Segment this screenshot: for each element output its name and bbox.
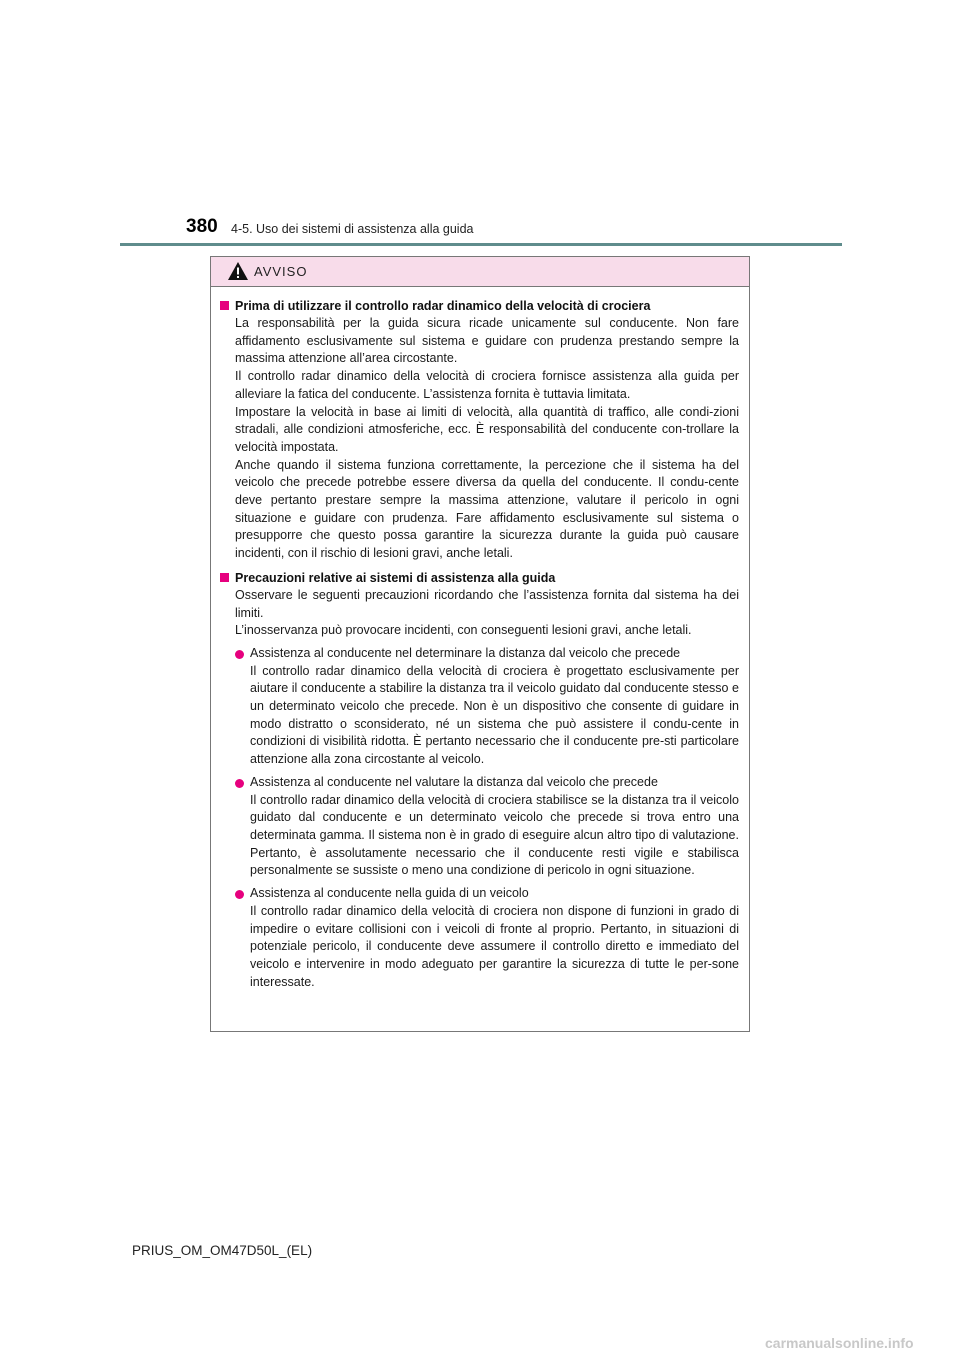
section-title: 4-5. Uso dei sistemi di assistenza alla guida (231, 222, 474, 236)
list-item (235, 885, 739, 991)
circle-bullet-icon (235, 779, 244, 788)
section-heading: Prima di utilizzare il controllo radar dinamico della velocità di crociera (235, 299, 651, 313)
square-bullet-icon (220, 301, 229, 310)
circle-bullet-icon (235, 650, 244, 659)
bullet-title: Assistenza al conducente nella guida di un veicolo (250, 886, 529, 901)
list-item (235, 645, 739, 769)
paragraph: Impostare la velocità in base ai limiti di velocità, alla quantità di traffico, alle condi-zioni stradali, alle condizioni atmosferiche, ecc. È responsabilità del conducente con-trollare la velocità impostata. (235, 404, 739, 454)
square-bullet-icon (220, 573, 229, 582)
section-precautions (219, 569, 741, 991)
circle-bullet-icon (235, 890, 244, 899)
warning-triangle-icon (227, 261, 249, 281)
bullet-text: Il controllo radar dinamico della velocità di crociera non dispone di funzioni in grado di impedire o evitare collisioni con i veicoli di fronte al proprio. Pertanto, in situazioni di potenziale pericolo, il conducente deve assumere il controllo diretto e immediato del veicolo e intervenire in modo adeguato per garantire la sicurezza di tutte le per-sone interessate. (250, 903, 739, 989)
paragraph: Osservare le seguenti precauzioni ricordando che l’assistenza fornita dal sistema ha dei limiti. (235, 587, 739, 620)
document-code: PRIUS_OM_OM47D50L_(EL) (132, 1243, 313, 1258)
paragraph: L’inosservanza può provocare incidenti, con conseguenti lesioni gravi, anche letali. (235, 623, 692, 638)
bullet-text: Il controllo radar dinamico della velocità di crociera stabilisce se la distanza tra il veicolo guidato dal conducente e un determinato veicolo che precede si trova entro una determinata gamma. Il sistema non è in grado di eseguire alcun altro tipo di valutazione. Pertanto, è assolutamente necessario che il conducente resti vigile e stabilisca personalmente se sussiste o meno una condizione di pericolo in ogni situazione. (250, 792, 739, 878)
warning-header (211, 257, 749, 287)
paragraph: Il controllo radar dinamico della velocità di crociera fornisce assistenza alla guida per alleviare la fatica del conducente. L’assistenza fornita è tuttavia limitata. (235, 369, 739, 401)
warning-body (211, 287, 749, 991)
bullet-text: Il controllo radar dinamico della velocità di crociera è progettato esclusivamente per aiutare il conducente a stabilire la distanza tra il veicolo guidato dal conducente stesso e un determinato veicolo che precede. Non è un dispositivo che consente di guidare in modo distratto o sconsiderato, né un sistema che può assistere il condu-cente in condizioni di visibilità ridotta. È pertanto necessario che il conducente pre-sti particolare attenzione alla zona circostante al veicolo. (250, 663, 739, 767)
warning-box (210, 256, 750, 1032)
paragraph: La responsabilità per la guida sicura ricade unicamente sul conducente. Non fare affidamento esclusivamente sul sistema e guidare con prudenza prestando sempre la massima attenzione all’area circostante. (235, 316, 739, 366)
bullet-title: Assistenza al conducente nel determinare la distanza dal veicolo che precede (250, 645, 681, 660)
bullet-title: Assistenza al conducente nel valutare la distanza dal veicolo che precede (250, 774, 658, 789)
page-number: 380 (186, 216, 218, 237)
paragraph: Anche quando il sistema funziona correttamente, la percezione che il sistema ha del veicolo che precede potrebbe essere diversa da quella del conducente. Il condu-cente deve pertanto prestare sempre la massima attenzione, valutare il pericolo in ogni situazione e guidare con prudenza. Fare affidamento esclusivamente sul sistema o presupporre che questo possa garantire la sicurezza durante la guida può causare incidenti, con il rischio di lesioni gravi, anche letali. (235, 457, 739, 561)
section-heading: Precauzioni relative ai sistemi di assistenza alla guida (235, 570, 556, 585)
warning-title: AVVISO (254, 264, 308, 279)
watermark: carmanualsonline.info (765, 1335, 914, 1351)
header-rule (120, 243, 842, 246)
list-item (235, 774, 739, 880)
section-before-use (219, 297, 741, 563)
